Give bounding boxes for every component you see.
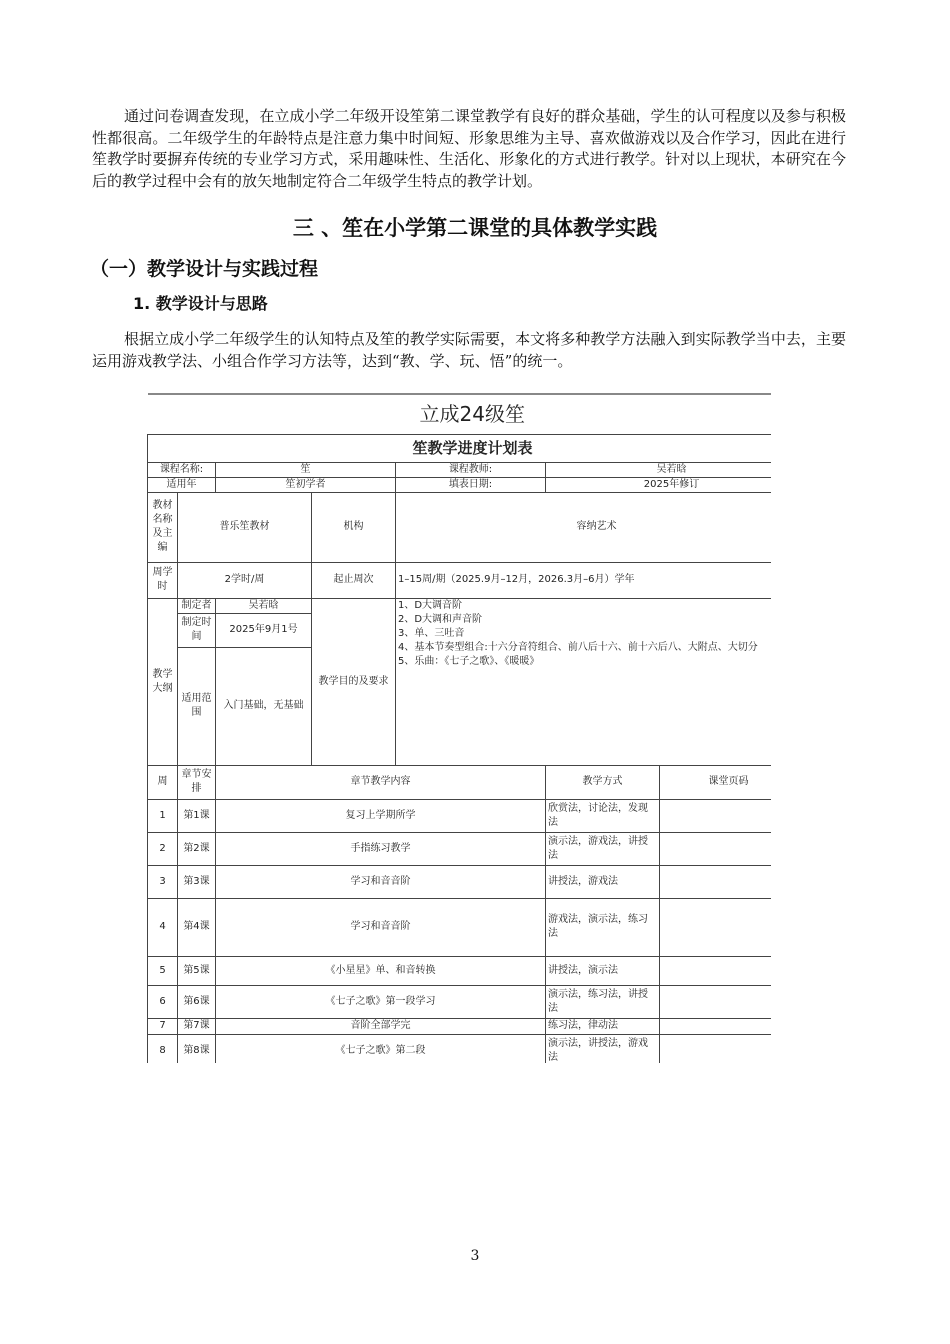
scope: 入门基础，无基础 (216, 647, 312, 765)
row-week: 3 (148, 865, 178, 898)
row-method: 讲授法，游戏法 (546, 865, 660, 898)
applicable-label: 适用年 (148, 477, 216, 492)
row-content: 复习上学期所学 (216, 799, 546, 832)
plan-subtitle: 笙教学进度计划表 (148, 434, 772, 462)
plan-title: 立成24级笙 (148, 394, 772, 434)
make-time-label: 制定时间 (178, 613, 216, 647)
period-label: 起止周次 (312, 562, 396, 598)
row-week: 6 (148, 985, 178, 1018)
teaching-plan-table-image (147, 393, 771, 1063)
make-time: 2025年9月1号 (216, 613, 312, 647)
goal-item: 2、D大调和声音阶 (398, 613, 483, 625)
outline-label: 教学大纲 (148, 598, 178, 765)
applicable: 笙初学者 (216, 477, 396, 492)
goal-item: 1、D大调音阶 (398, 599, 463, 611)
row-page (660, 799, 772, 832)
maker-label: 制定者 (178, 598, 216, 613)
row-chapter: 第8课 (178, 1034, 216, 1063)
header-page: 课堂页码 (660, 765, 772, 799)
course-name-label: 课程名称: (148, 462, 216, 477)
row-chapter: 第4课 (178, 898, 216, 956)
teacher-label: 课程教师: (396, 462, 546, 477)
intro-paragraph: 通过问卷调查发现，在立成小学二年级开设笙第二课堂教学有良好的群众基础，学生的认可程度以及参与积极性都很高。二年级学生的年龄特点是注意力集中时间短、形象思维为主导、喜欢做游戏以及合作学习，因此在进行笙教学时要摒弃传统的专业学习方式，采用趣味性、生活化、形象化的方式进行教学。针对以上现状，本研究在今后的教学过程中会有的放矢地制定符合二年级学生特点的教学计划。 (92, 107, 846, 190)
fill-date: 2025年修订 (546, 477, 772, 492)
textbook: 普乐笙教材 (178, 492, 312, 562)
header-content: 章节教学内容 (216, 765, 546, 799)
row-method: 游戏法，演示法，练习法 (546, 898, 660, 956)
row-content: 手指练习教学 (216, 832, 546, 865)
row-page (660, 832, 772, 865)
row-page (660, 1034, 772, 1063)
row-method: 练习法，律动法 (546, 1018, 660, 1034)
fill-date-label: 填表日期: (396, 477, 546, 492)
row-content: 《七子之歌》第二段 (216, 1034, 546, 1063)
goals-list (396, 598, 772, 765)
row-content: 学习和音音阶 (216, 898, 546, 956)
table-row (148, 832, 772, 865)
row-week: 7 (148, 1018, 178, 1034)
row-week: 1 (148, 799, 178, 832)
row-chapter: 第7课 (178, 1018, 216, 1034)
table-row (148, 956, 772, 985)
textbook-label: 教材名称及主编 (148, 492, 178, 562)
weekly-hours: 2学时/周 (178, 562, 312, 598)
table-row (148, 1034, 772, 1063)
section-title: 三 、笙在小学第二课堂的具体教学实践 (292, 216, 658, 240)
header-method: 教学方式 (546, 765, 660, 799)
table-row (148, 898, 772, 956)
org-label: 机构 (312, 492, 396, 562)
row-week: 2 (148, 832, 178, 865)
row-page (660, 865, 772, 898)
goal-item: 4、基本节奏型组合:十六分音符组合、前八后十六、前十六后八、大附点、大切分 (398, 641, 758, 653)
item-title: 1. 教学设计与思路 (133, 294, 268, 313)
row-content: 音阶全部学完 (216, 1018, 546, 1034)
design-paragraph: 根据立成小学二年级学生的认知特点及笙的教学实际需要，本文将多种教学方法融入到实际教学当中去，主要运用游戏教学法、小组合作学习方法等，达到“教、学、玩、悟”的统一。 (92, 330, 846, 370)
row-method: 演示法，游戏法，讲授法 (546, 832, 660, 865)
row-chapter: 第1课 (178, 799, 216, 832)
page-number: 3 (470, 1248, 480, 1264)
table-row (148, 799, 772, 832)
row-page (660, 956, 772, 985)
teacher: 吴若晗 (546, 462, 772, 477)
row-week: 5 (148, 956, 178, 985)
row-chapter: 第2课 (178, 832, 216, 865)
row-week: 4 (148, 898, 178, 956)
table-row (148, 985, 772, 1018)
row-page (660, 1018, 772, 1034)
row-method: 演示法，讲授法，游戏法 (546, 1034, 660, 1063)
goal-item: 3、单、三吐音 (398, 627, 465, 639)
row-chapter: 第5课 (178, 956, 216, 985)
row-page (660, 898, 772, 956)
row-chapter: 第3课 (178, 865, 216, 898)
table-row (148, 865, 772, 898)
scope-label: 适用范围 (178, 647, 216, 765)
row-page (660, 985, 772, 1018)
row-content: 《小星星》单、和音转换 (216, 956, 546, 985)
row-week: 8 (148, 1034, 178, 1063)
row-content: 《七子之歌》第一段学习 (216, 985, 546, 1018)
row-content: 学习和音音阶 (216, 865, 546, 898)
row-method: 欣赏法，讨论法，发现法 (546, 799, 660, 832)
row-method: 讲授法，演示法 (546, 956, 660, 985)
goals-label: 教学目的及要求 (312, 598, 396, 765)
subsection-title: （一）教学设计与实践过程 (90, 258, 319, 280)
table-row (148, 1018, 772, 1034)
weekly-hours-label: 周学时 (148, 562, 178, 598)
teaching-plan-table (147, 393, 771, 1063)
header-week: 周 (148, 765, 178, 799)
org: 容纳艺术 (396, 492, 772, 562)
period: 1–15周/期（2025.9月–12月，2026.3月–6月）学年 (396, 562, 772, 598)
course-name: 笙 (216, 462, 396, 477)
goal-item: 5、乐曲：《七子之歌》、《暖暖》 (398, 655, 540, 667)
maker: 吴若晗 (216, 598, 312, 613)
header-chapter: 章节安排 (178, 765, 216, 799)
row-chapter: 第6课 (178, 985, 216, 1018)
row-method: 演示法，练习法，讲授法 (546, 985, 660, 1018)
